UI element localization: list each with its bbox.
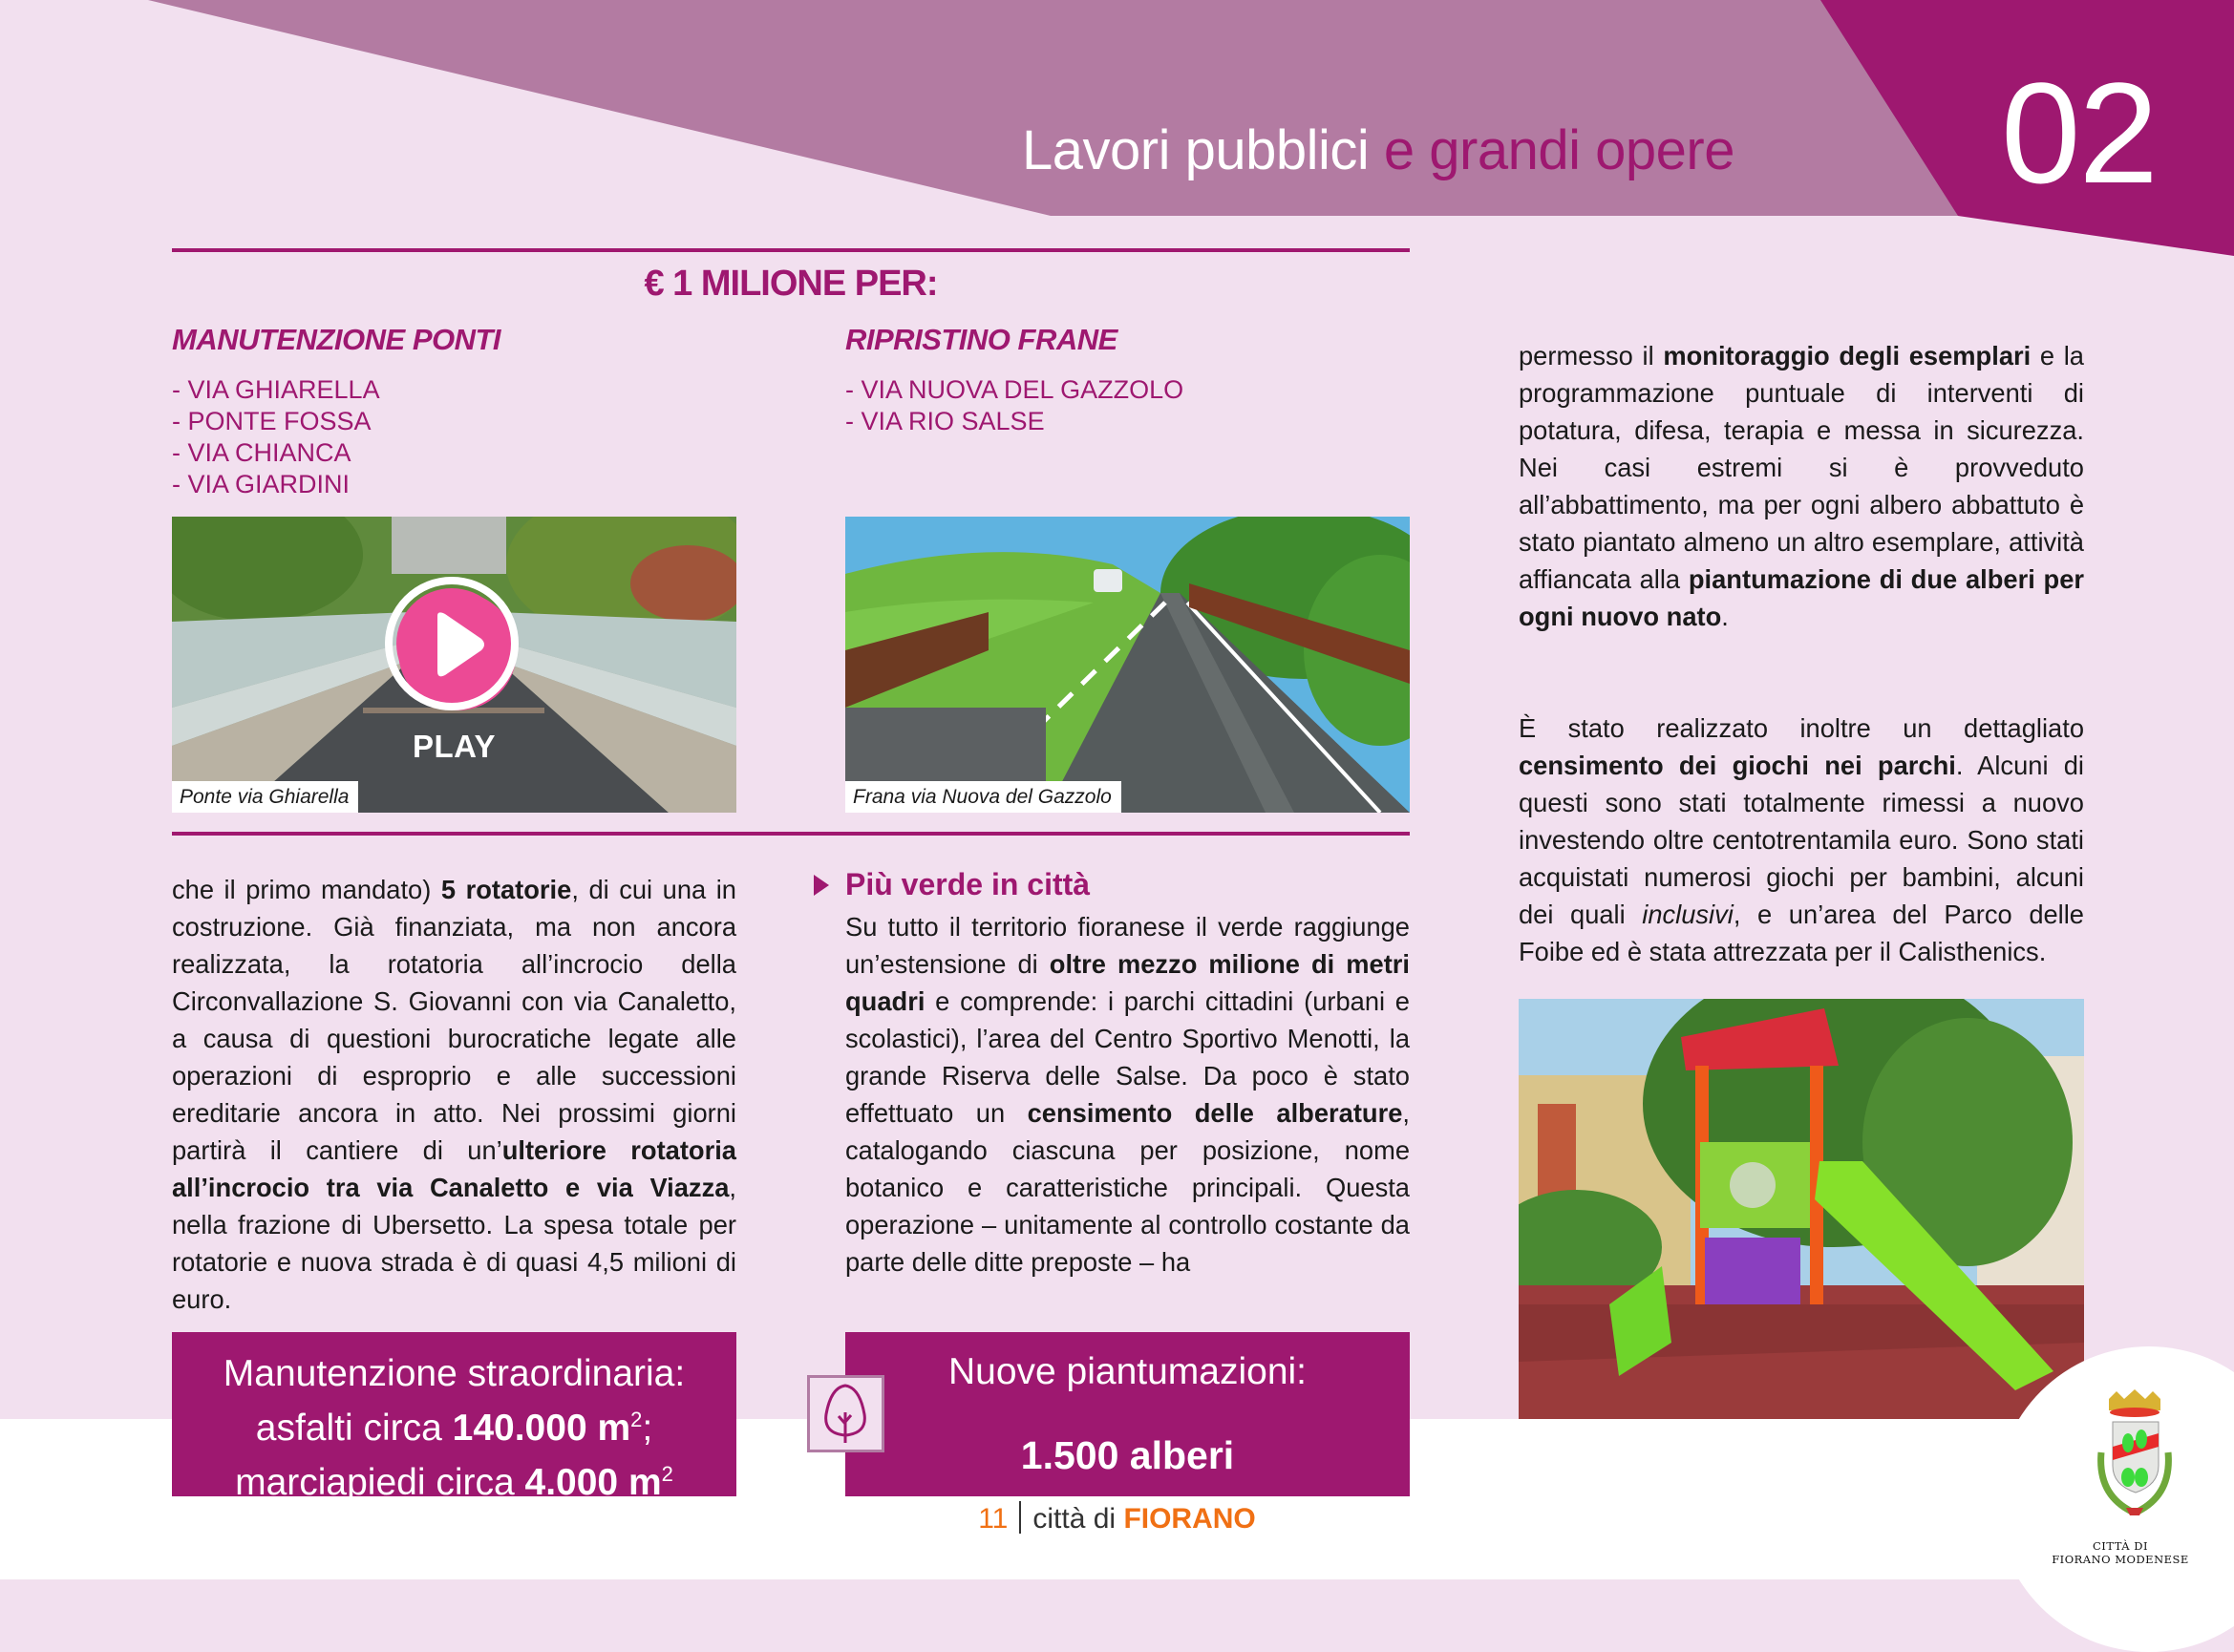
street-item: - VIA CHIANCA (172, 438, 351, 467)
bridge-video-thumbnail[interactable] (172, 517, 736, 813)
text-span: che il primo mandato) (172, 875, 441, 904)
photo-caption: Frana via Nuova del Gazzolo (845, 781, 1121, 813)
divider-middle (172, 832, 1410, 836)
stat-asphalt-line (172, 1397, 736, 1451)
funding-heading: € 1 MILIONE PER: (644, 264, 938, 304)
play-button-icon[interactable] (382, 576, 521, 715)
tree-icon-box (807, 1375, 884, 1452)
landslide-photo (845, 517, 1410, 813)
stat-plantings-title: Nuove piantumazioni: (947, 1351, 1308, 1392)
column-title-landslides: RIPRISTINO FRANE (845, 323, 1117, 356)
city-name-text (2025, 1539, 2216, 1566)
bold-text-span: oltre mezzo milione di metri quadri (845, 949, 1410, 1016)
divider-top (172, 248, 1410, 252)
playground-photo (1519, 999, 2084, 1419)
bold-text-span: ulteriore rotatoria all’incrocio tra via Canaletto e via Viazza (172, 1135, 736, 1202)
text-span: È stato realizzato inoltre un dettagliato (1519, 713, 2084, 743)
text-span: , catalogando ciascuna per posizione, nome botanico e caratteristiche principali. Questa operazione – unitamente al controllo costante da parte delle ditte preposte – ha (845, 1098, 1410, 1277)
footer-prefix: città di (1032, 1503, 1117, 1535)
bold-text-span: censimento dei giochi nei parchi (1519, 751, 1956, 780)
stat-asphalt-label: asfalti circa (255, 1408, 453, 1449)
column-title-bridges: MANUTENZIONE PONTI (172, 323, 501, 356)
street-list-landslides (845, 374, 1183, 437)
bold-text-span: 5 rotatorie (440, 875, 572, 904)
footer-separator (1019, 1501, 1021, 1534)
street-list-bridges (172, 374, 380, 500)
bold-text-span: censimento delle alberature (1027, 1098, 1403, 1128)
title-main: Lavori pubblici (1022, 119, 1370, 181)
street-item: - VIA NUOVA DEL GAZZOLO (845, 375, 1184, 404)
footer-brand: FIORANO (1123, 1503, 1256, 1535)
street-item: - VIA GHIARELLA (172, 375, 380, 404)
stat-sidewalk-unit-exp: 2 (661, 1462, 673, 1486)
section-arrow-icon (814, 875, 829, 900)
street-item: - VIA RIO SALSE (845, 407, 1045, 435)
stat-asphalt-value: 140.000 m (452, 1408, 631, 1449)
text-span: , nella frazione di Ubersetto. La spesa totale per rotatorie e nuova strada è di quasi 4,5 milioni di euro. (172, 1173, 736, 1314)
stat-sidewalk-line (172, 1451, 736, 1506)
text-span: , di cui una in costruzione. Già finanziata, ma non ancora realizzata, la rotatoria all’incrocio della Circonvallazione S. Giovanni con via Canaletto, a causa di questioni burocratiche legate alle operazioni di esproprio e alle successioni ereditarie ancora in atto. Nei prossimi giorni partirà il cantiere di un’ (172, 875, 736, 1165)
stat-maintenance-title: Manutenzione straordinaria: (223, 1353, 686, 1394)
stat-box-maintenance (172, 1332, 736, 1503)
tree-icon (810, 1378, 882, 1450)
text-span: . (1721, 602, 1729, 631)
article-text-playgrounds (1519, 710, 2084, 970)
section-heading-green: Più verde in città (845, 867, 1091, 901)
logo-line-2: FIORANO MODENESE (2052, 1553, 2189, 1566)
stat-sidewalk-value: 4.000 m (524, 1462, 662, 1503)
stat-asphalt-suffix: ; (642, 1408, 653, 1449)
text-span: e comprende: i parchi cittadini (urbani e scolastici), l’area del Centro Sportivo Menotti, la grande Riserva delle Salse. Da poco è stato effettuato un (845, 986, 1410, 1128)
text-span: Su tutto il territorio fioranese il verde raggiunge un’estensione di (845, 912, 1410, 979)
text-span: permesso il (1519, 341, 1664, 371)
text-span: . Alcuni di questi sono stati totalmente rimessi a nuovo investendo oltre centotrentamila euro. Sono stati acquistati numerosi giochi per bambini, alcuni dei quali (1519, 751, 2084, 929)
playground-photo-frame (1519, 999, 2084, 1419)
stat-asphalt-unit-exp: 2 (630, 1408, 643, 1431)
text-span: , e un’area del Parco delle Foibe ed è stata attrezzata per il Calisthenics. (1519, 900, 2084, 966)
street-item: - PONTE FOSSA (172, 407, 372, 435)
landslide-photo-frame (845, 517, 1410, 813)
chapter-number: 02 (2001, 53, 2157, 213)
play-label: PLAY (413, 729, 496, 764)
title-accent: e grandi opere (1383, 119, 1734, 181)
text-span: e la programmazione puntuale di interventi di potatura, difesa, terapia e messa in sicurezza. Nei casi estremi si è provveduto all’abbattimento, ma per ogni albero abbattuto è stato piantato almeno un altro esemplare, attività affiancata alla (1519, 341, 2084, 594)
bold-text-span: monitoraggio degli esemplari (1663, 341, 2032, 371)
stat-sidewalk-label: marciapiedi circa (235, 1462, 525, 1503)
italic-text-span: inclusivi (1642, 900, 1734, 929)
article-text-green (845, 908, 1410, 1281)
logo-line-1: CITTÀ DI (2093, 1539, 2148, 1553)
page-title (1022, 118, 1734, 182)
article-text-roundabouts (172, 871, 736, 1318)
stat-plantings-value: 1.500 alberi (1020, 1433, 1235, 1477)
stat-box-plantings (845, 1332, 1410, 1496)
street-item: - VIA GIARDINI (172, 470, 351, 498)
page-number: 11 (978, 1503, 1009, 1535)
bold-text-span: piantumazione di due alberi per ogni nuovo nato (1519, 564, 2084, 631)
photo-caption: Ponte via Ghiarella (172, 781, 358, 813)
page-footer (0, 1501, 2234, 1536)
article-text-trees (1519, 337, 2084, 635)
